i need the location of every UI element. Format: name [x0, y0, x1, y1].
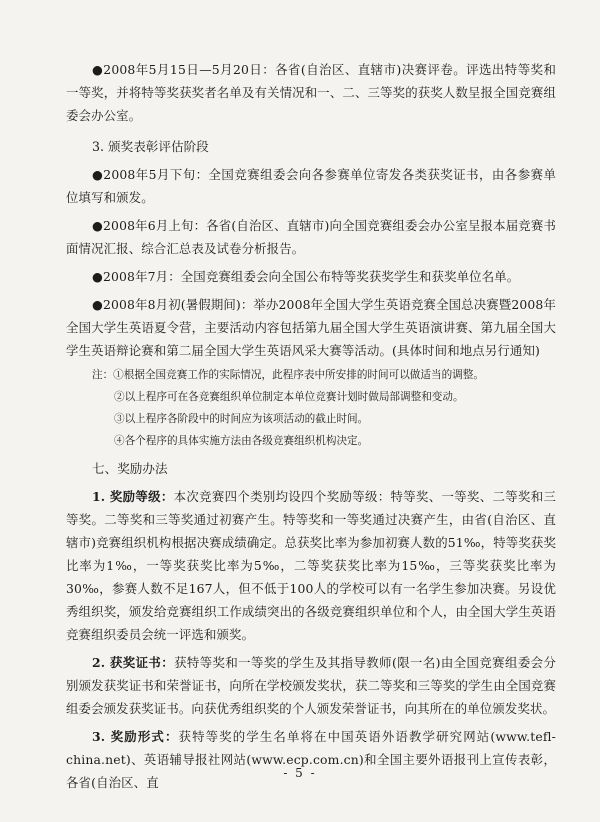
paragraph-early-august: ●2008年8月初(暑假期间)：举办2008年全国大学生英语竞赛全国总决赛暨2008年全国大学生英语夏令营，主要活动内容包括第九届全国大学生英语演讲赛、第九届全国大学生英语辩论赛和第二届全国大学生英语风采大赛等活动。(具体时间和地点另行通知) — [66, 297, 556, 358]
paragraph-award-certificates — [66, 651, 556, 720]
section-heading-award-stage: 3. 颁奖表彰评估阶段 — [92, 139, 209, 154]
paragraph-final-marking: ●2008年5月15日—5月20日：各省(自治区、直辖市)决赛评卷。评选出特等奖和一等奖，并将特等奖获奖者名单及有关情况和一、二、三等奖的获奖人数呈报全国竞赛组委会办公室。 — [66, 62, 556, 123]
paragraph-early-june: ●2008年6月上旬：各省(自治区、直辖市)向全国竞赛组委会办公室呈报本届竞赛书面情况汇报、综合汇总表及试卷分析报告。 — [66, 218, 556, 256]
notes-block — [66, 364, 556, 452]
award-forms-text: 获特等奖的学生名单将在中国英语外语教学研究网站(www.tefl-china.net)、英语辅导报社网站(www.ecp.com.cn)和全国主要外语报刊上宣传表彰，各省(自治区、直 — [66, 729, 557, 790]
award-levels-text: 本次竞赛四个类别均设四个奖励等级：特等奖、一等奖、二等奖和三等奖。二等奖和三等奖通过初赛产生。特等奖和一等奖通过决赛产生，由省(自治区、直辖市)竞赛组织机构根据决赛成绩确定。总获奖比率为参加初赛人数的51‰，特等奖获奖比率为1‰，一等奖获奖比率为5‰，二等奖获奖比率为15‰，三等奖获奖比率为30‰，参赛人数不足167人，但不低于100人的学校可以有一名学生参加决赛。另设优秀组织奖，颁发给竞赛组织工作成绩突出的各级竞赛组织单位和个人，由全国大学生英语竞赛组织委员会统一评选和颁奖。 — [66, 489, 557, 642]
award-certificates-text: 获特等奖和一等奖的学生及其指导教师(限一名)由全国竞赛组委会分别颁发获奖证书和荣誉证书，向所在学校颁发奖状，获二等奖和三等奖的学生由全国竞赛组委会颁发获奖证书。向获优秀组织奖的个人颁发荣誉证书，向其所在的单位颁发奖状。 — [66, 655, 556, 716]
section-heading-awards: 七、奖励办法 — [92, 461, 168, 476]
paragraph-award-levels — [66, 485, 556, 646]
award-certificates-label: 2. 获奖证书： — [92, 655, 175, 670]
note-item: ③以上程序各阶段中的时间应为该项活动的截止时间。 — [114, 413, 369, 425]
page-number: - 5 - — [283, 766, 317, 780]
note-item: 注：①根据全国竞赛工作的实际情况，此程序表中所安排的时间可以做适当的调整。 — [92, 369, 484, 381]
note-item: ②以上程序可在各竞赛组织单位制定本单位竞赛计划时做局部调整和变动。 — [114, 391, 464, 403]
award-forms-label: 3. 奖励形式： — [92, 729, 179, 744]
note-item: ④各个程序的具体实施方法由各级竞赛组织机构决定。 — [114, 435, 369, 447]
award-levels-label: 1. 奖励等级： — [92, 489, 174, 504]
paragraph-award-forms — [66, 725, 556, 794]
paragraph-july: ●2008年7月：全国竞赛组委会向全国公布特等奖获奖学生和获奖单位名单。 — [92, 269, 520, 284]
paragraph-late-may: ●2008年5月下旬：全国竞赛组委会向各参赛单位寄发各类获奖证书，由各参赛单位填写和颁发。 — [66, 167, 556, 205]
